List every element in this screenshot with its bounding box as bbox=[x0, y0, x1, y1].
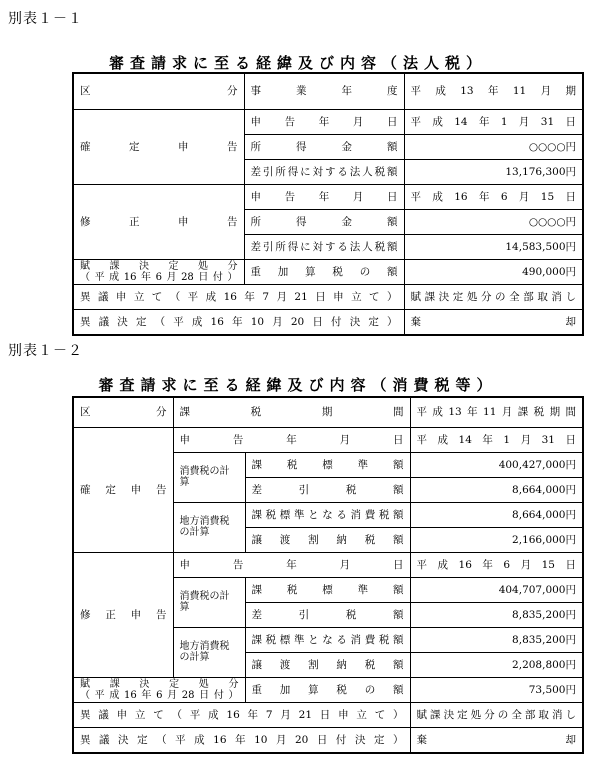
t2-kakutei-date-value: 平成14年1月31日 bbox=[410, 427, 583, 452]
t2-shusei-item-2: 課税標準となる消費税額 bbox=[245, 627, 410, 652]
t2-shusei-date-item: 申 告 年 月 日 bbox=[173, 552, 410, 577]
t2-shusei-value-0: 404,707,000円 bbox=[410, 577, 583, 602]
t2-header-kazei-kikan: 課 税 期 間 bbox=[173, 397, 410, 427]
table2-title: 審査請求に至る経緯及び内容（消費税等） bbox=[98, 376, 498, 394]
t1-header-kubun: 区 分 bbox=[73, 73, 244, 109]
t1-shusei-label: 修 正 申 告 bbox=[73, 184, 244, 259]
t2-kakutei-item-2: 課税標準となる消費税額 bbox=[245, 502, 410, 527]
t1-kakutei-label: 確 定 申 告 bbox=[73, 109, 244, 184]
t2-kakutei-date-item: 申 告 年 月 日 bbox=[173, 427, 410, 452]
t1-shusei-value-2: 14,583,500円 bbox=[404, 234, 583, 259]
t2-kakutei-item-1: 差 引 税 額 bbox=[245, 477, 410, 502]
t1-kettei-label: 異議決定（平成16年10月20日付決定） bbox=[73, 309, 404, 335]
t2-kakutei-item-3: 譲 渡 割 納 税 額 bbox=[245, 527, 410, 552]
t2-header-period: 平成13年11月課税期間 bbox=[410, 397, 583, 427]
t2-kettei-value2: 却 bbox=[565, 733, 576, 746]
t1-igi-value: 賦課決定処分の全部取消し bbox=[404, 284, 583, 309]
t2-fuka-label1: 賦 課 決 定 処 分 bbox=[80, 678, 239, 690]
t1-fuka-item: 重 加 算 税 の 額 bbox=[244, 259, 404, 284]
t2-igi-label: 異議申立て（平成16年7月21日申立て） bbox=[73, 702, 410, 727]
t1-fuka-value: 490,000円 bbox=[404, 259, 583, 284]
t2-kakutei-value-2: 8,664,000円 bbox=[410, 502, 583, 527]
t2-fuka-value: 73,500円 bbox=[410, 677, 583, 702]
t1-shusei-value-1: ○○○○円 bbox=[404, 209, 583, 234]
t1-igi-label: 異議申立て（平成16年7月21日申立て） bbox=[73, 284, 404, 309]
t2-kakutei-value-0: 400,427,000円 bbox=[410, 452, 583, 477]
t1-fuka-label2: （平成16年6月28日付） bbox=[80, 271, 238, 283]
t2-shusei-group1: 消費税の計 算 bbox=[173, 577, 245, 627]
t1-kettei-value1: 棄 bbox=[410, 315, 421, 328]
table1-label: 別表１－１ bbox=[8, 11, 83, 27]
t2-shusei-value-3: 2,208,800円 bbox=[410, 652, 583, 677]
t2-header-kubun: 区 分 bbox=[73, 397, 173, 427]
table1-title: 審査請求に至る経緯及び内容（法人税） bbox=[108, 54, 487, 72]
table1 bbox=[72, 72, 584, 336]
t1-header-period: 平成13年11月期 bbox=[404, 73, 583, 109]
table2-label: 別表１－２ bbox=[8, 343, 83, 359]
t2-shusei-label: 修 正 申 告 bbox=[73, 552, 173, 677]
t1-kakutei-value-0: 平成14年1月31日 bbox=[404, 109, 583, 134]
t1-shusei-item-0: 申 告 年 月 日 bbox=[244, 184, 404, 209]
t2-shusei-value-2: 8,835,200円 bbox=[410, 627, 583, 652]
t1-kakutei-item-0: 申 告 年 月 日 bbox=[244, 109, 404, 134]
t2-kettei-label: 異議決定（平成16年10月20日付決定） bbox=[73, 727, 410, 753]
t1-header-jigyou-nendo: 事 業 年 度 bbox=[244, 73, 404, 109]
t2-kettei-value bbox=[410, 727, 583, 753]
t2-shusei-item-3: 譲 渡 割 納 税 額 bbox=[245, 652, 410, 677]
table2 bbox=[72, 396, 584, 754]
t2-shusei-group2: 地方消費税の計算 bbox=[173, 627, 245, 677]
t2-kakutei-group2: 地方消費税の計算 bbox=[173, 502, 245, 552]
t2-shusei-item-0: 課 税 標 準 額 bbox=[245, 577, 410, 602]
t1-kakutei-value-1: ○○○○円 bbox=[404, 134, 583, 159]
t2-fuka-label bbox=[73, 677, 245, 702]
t2-kakutei-group1: 消費税の計 算 bbox=[173, 452, 245, 502]
t1-shusei-item-2: 差引所得に対する法人税額 bbox=[244, 234, 404, 259]
t1-kettei-value bbox=[404, 309, 583, 335]
t2-fuka-item: 重 加 算 税 の 額 bbox=[245, 677, 410, 702]
t1-fuka-label bbox=[73, 259, 244, 284]
t2-kakutei-value-3: 2,166,000円 bbox=[410, 527, 583, 552]
t2-shusei-value-1: 8,835,200円 bbox=[410, 602, 583, 627]
t2-kettei-value1: 棄 bbox=[416, 733, 427, 746]
t2-kakutei-item-0: 課 税 標 準 額 bbox=[245, 452, 410, 477]
t2-shusei-item-1: 差 引 税 額 bbox=[245, 602, 410, 627]
t2-kakutei-value-1: 8,664,000円 bbox=[410, 477, 583, 502]
t2-fuka-label2: （平成16年6月28日付） bbox=[80, 689, 239, 701]
t1-fuka-label1: 賦 課 決 定 処 分 bbox=[80, 260, 238, 272]
t1-shusei-value-0: 平成16年6月15日 bbox=[404, 184, 583, 209]
t1-kakutei-item-1: 所 得 金 額 bbox=[244, 134, 404, 159]
t1-kakutei-value-2: 13,176,300円 bbox=[404, 159, 583, 184]
t2-igi-value: 賦課決定処分の全部取消し bbox=[410, 702, 583, 727]
t1-kettei-value2: 却 bbox=[565, 315, 576, 328]
t1-kakutei-item-2: 差引所得に対する法人税額 bbox=[244, 159, 404, 184]
t2-shusei-date-value: 平成16年6月15日 bbox=[410, 552, 583, 577]
t1-shusei-item-1: 所 得 金 額 bbox=[244, 209, 404, 234]
t2-kakutei-label: 確 定 申 告 bbox=[73, 427, 173, 552]
